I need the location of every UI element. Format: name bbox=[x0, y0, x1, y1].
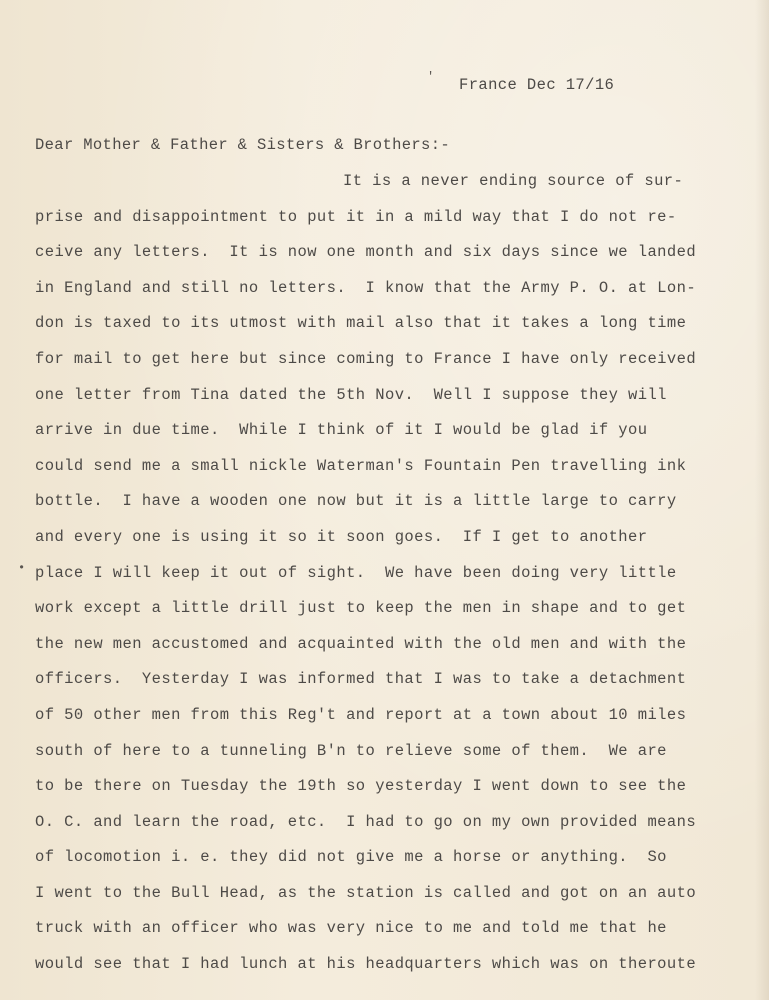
body-line: for mail to get here but since coming to France I have only received bbox=[35, 349, 697, 368]
page-edge-shadow bbox=[755, 0, 769, 1000]
letter-body bbox=[35, 164, 750, 983]
body-line: arrive in due time. While I think of it I would be glad if you bbox=[35, 421, 648, 440]
body-line: place I will keep it out of sight. We have been doing very little bbox=[35, 563, 677, 582]
body-line: in England and still no letters. I know that the Army P. O. at Lon- bbox=[35, 278, 697, 297]
letter-dateline: France Dec 17/16 bbox=[459, 76, 615, 94]
body-line: I went to the Bull Head, as the station is called and got on an auto bbox=[35, 883, 697, 902]
body-line: O. C. and learn the road, etc. I had to go on my own provided means bbox=[35, 812, 697, 831]
body-line: don is taxed to its utmost with mail also that it takes a long time bbox=[35, 314, 687, 333]
body-line: could send me a small nickle Waterman's Fountain Pen travelling ink bbox=[35, 456, 687, 475]
body-line: one letter from Tina dated the 5th Nov. Well I suppose they will bbox=[35, 385, 667, 404]
body-line: work except a little drill just to keep the men in shape and to get bbox=[35, 599, 687, 618]
body-line: officers. Yesterday I was informed that I was to take a detachment bbox=[35, 670, 687, 689]
body-line: the new men accustomed and acquainted with the old men and with the bbox=[35, 634, 687, 653]
letter-salutation: Dear Mother & Father & Sisters & Brothers:- bbox=[35, 136, 451, 154]
body-line: would see that I had lunch at his headquarters which was on theroute bbox=[35, 955, 697, 974]
body-line: south of here to a tunneling B'n to relieve some of them. We are bbox=[35, 741, 667, 760]
body-line: of 50 other men from this Reg't and report at a town about 10 miles bbox=[35, 705, 687, 724]
stray-mark: ' bbox=[427, 70, 435, 84]
body-line: to be there on Tuesday the 19th so yesterday I went down to see the bbox=[35, 777, 687, 796]
body-line: of locomotion i. e. they did not give me a horse or anything. So bbox=[35, 848, 667, 867]
body-line: prise and disappointment to put it in a mild way that I do not re- bbox=[35, 207, 677, 226]
body-line: ceive any letters. It is now one month and six days since we landed bbox=[35, 243, 697, 262]
body-line: bottle. I have a wooden one now but it is a little large to carry bbox=[35, 492, 677, 511]
margin-mark: • bbox=[18, 561, 26, 575]
body-line: It is a never ending source of sur- bbox=[343, 172, 684, 190]
body-line: truck with an officer who was very nice to me and told me that he bbox=[35, 919, 667, 938]
body-line: and every one is using it so it soon goes. If I get to another bbox=[35, 527, 648, 546]
